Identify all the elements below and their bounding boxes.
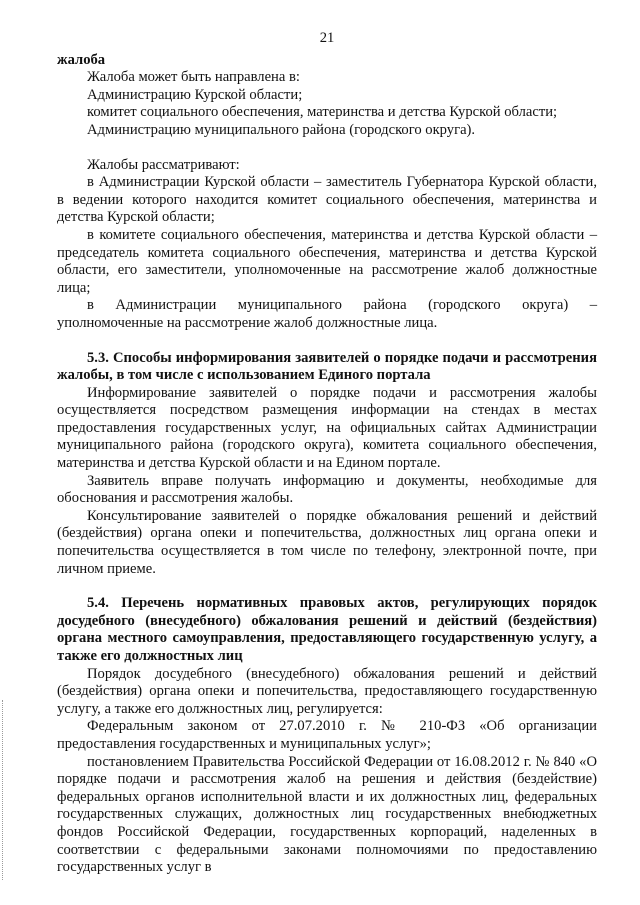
paragraph: в Администрации муниципального района (городского округа) – уполномоченные на рассмотрение жалоб должностные лица. xyxy=(57,297,597,331)
section-heading-complaint: жалоба xyxy=(57,51,106,68)
text-line: Жалоба может быть направлена в: xyxy=(87,69,300,86)
text-line: комитет социального обеспечения, материнства и детства Курской области; xyxy=(87,104,558,121)
paragraph: постановлением Правительства Российской Федерации от 16.08.2012 г. № 840 «О порядке подачи и рассмотрения жалоб на решения и действия (бездействие) федеральных органов исполнительной власти и их должностных лиц, федеральных государственных служащих, должностных лиц государственных внебюджетных фондов Российской Федерации, государственных корпораций, наделенных в соответствии с федеральными законами полномочиями по предоставлению государственных услуг в xyxy=(57,753,597,876)
scan-margin-marks xyxy=(2,700,9,880)
paragraph: в Администрации Курской области – заместитель Губернатора Курской области, в ведении которого находится комитет социального обеспечения, материнства и детства Курской области; xyxy=(57,174,597,226)
text-line: Жалобы рассматривают: xyxy=(87,156,240,173)
paragraph: в комитете социального обеспечения, материнства и детства Курской области – председатель комитета социального обеспечения, материнства и детства Курской области, его заместители, уполномоченные на рассмотрение жалоб должностные лица; xyxy=(57,226,597,296)
paragraph: Порядок досудебного (внесудебного) обжалования решений и действий (бездействия) органа опеки и попечительства, предоставляющего государственную услугу, а также его должностных лиц, регулируется: xyxy=(57,665,597,717)
paragraph: Заявитель вправе получать информацию и документы, необходимые для обоснования и рассмотрения жалобы. xyxy=(57,472,597,507)
paragraph: Консультирование заявителей о порядке обжалования решений и действий (бездействия) органа опеки и попечительства, должностных лиц органа опеки и попечительства осуществляется в том числе по телефону, электронной почте, при личном приеме. xyxy=(57,507,597,577)
paragraph: Информирование заявителей о порядке подачи и рассмотрения жалобы осуществляется посредством размещения информации на стендах в местах предоставления государственных услуг, на официальных сайтах Администрации муниципального района (городского округа), комитета социального обеспечения, материнства и детства Курской области и на Едином портале. xyxy=(57,384,597,472)
document-page xyxy=(57,30,597,877)
page-number: 21 xyxy=(319,30,335,46)
paragraph: Федеральным законом от 27.07.2010 г. № 210-ФЗ «Об организации предоставления государственных и муниципальных услуг»; xyxy=(57,718,597,752)
section-heading-5-4: 5.4. Перечень нормативных правовых актов, регулирующих порядок досудебного (внесудебного) обжалования решений и действий (бездействия) органа местного самоуправления, предоставляющего государственную услугу, а также его должностных лиц xyxy=(57,595,597,664)
text-line: Администрацию Курской области; xyxy=(87,86,303,103)
text-line: Администрацию муниципального района (городского округа). xyxy=(87,121,476,138)
section-heading-5-3: 5.3. Способы информирования заявителей о порядке подачи и рассмотрения жалобы, в том числе с использованием Единого портала xyxy=(57,349,597,384)
